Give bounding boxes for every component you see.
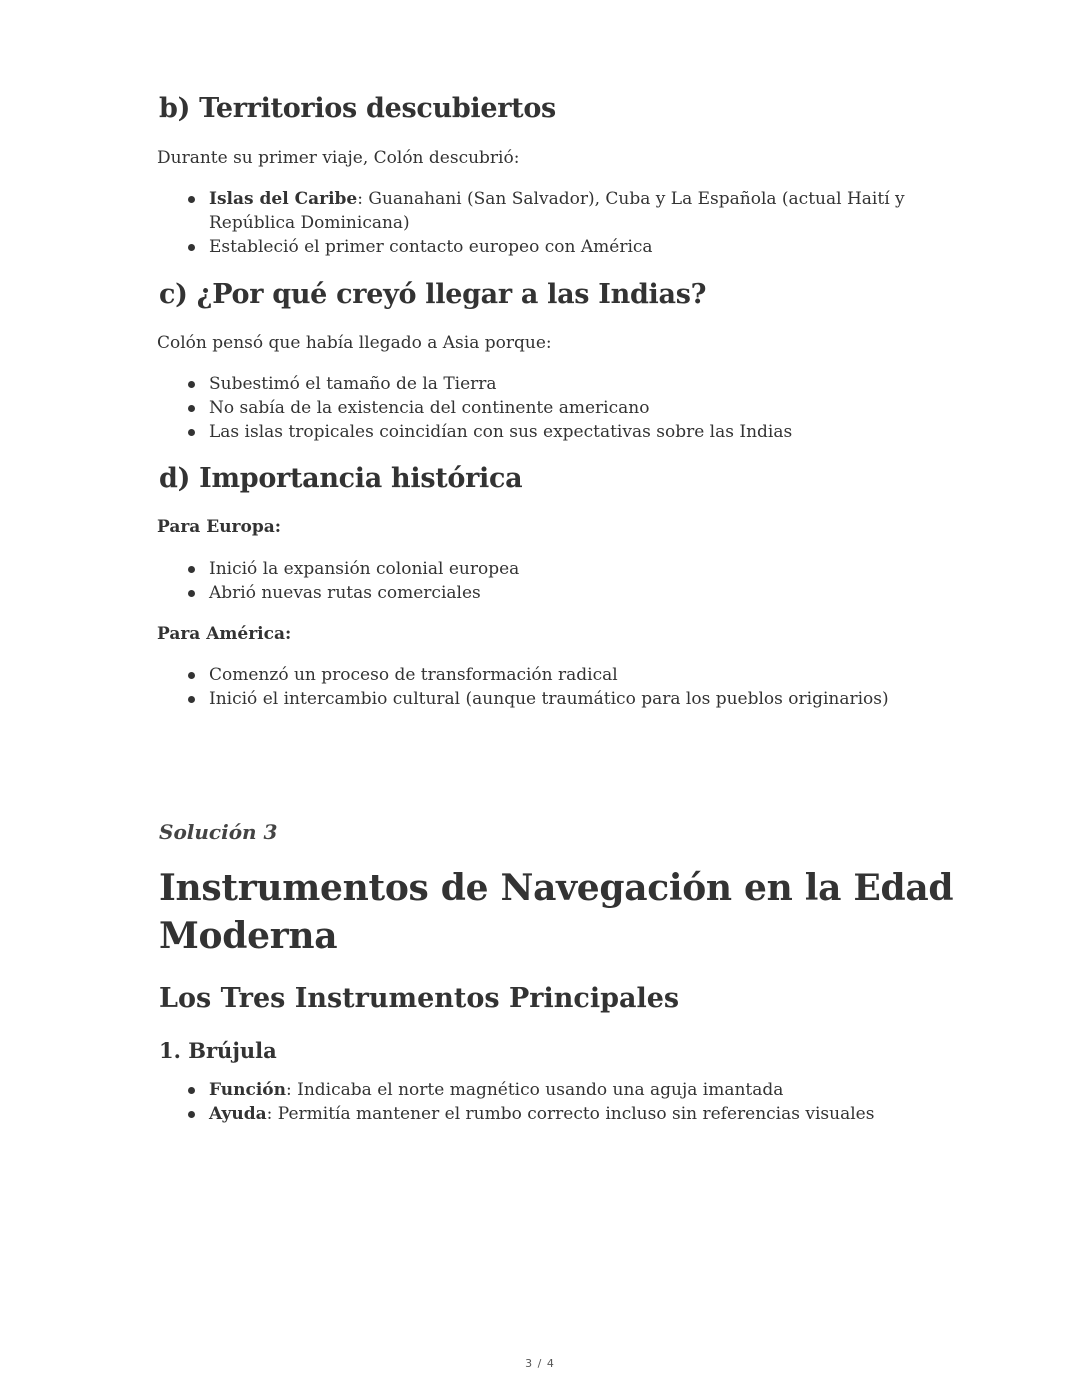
list-item-text: Comenzó un proceso de transformación radical: [209, 665, 618, 685]
list-item: [157, 372, 937, 396]
list-item-text-continued: República Dominicana): [209, 213, 410, 233]
list-item: [157, 557, 937, 581]
page-title: [159, 864, 959, 960]
page-title-line-2: Moderna: [159, 915, 338, 957]
list-item-label: Ayuda: [209, 1104, 267, 1124]
section-b-list: [157, 187, 937, 259]
bullet-icon: [188, 566, 195, 573]
america-label: Para América:: [157, 624, 292, 644]
list-item: [157, 581, 937, 605]
list-item-text: : Permitía mantener el rumbo correcto incluso sin referencias visuales: [266, 1104, 875, 1124]
section-c-heading: c) ¿Por qué creyó llegar a las Indias?: [159, 279, 707, 310]
list-item: [157, 1102, 957, 1126]
list-item-text: Estableció el primer contacto europeo con América: [209, 237, 653, 257]
list-item-text: Subestimó el tamaño de la Tierra: [209, 374, 497, 394]
bullet-icon: [188, 1111, 195, 1118]
list-item: [157, 396, 937, 420]
compass-list: [157, 1078, 957, 1126]
list-item: [157, 687, 937, 711]
list-item: [157, 420, 937, 444]
list-item: [157, 187, 937, 235]
list-item-text: Abrió nuevas rutas comerciales: [209, 583, 481, 603]
america-list: [157, 663, 937, 711]
bullet-icon: [188, 381, 195, 388]
list-item-text: Inició el intercambio cultural (aunque traumático para los pueblos originarios): [209, 689, 889, 709]
europe-label: Para Europa:: [157, 517, 282, 537]
page-indicator: 3 / 4: [525, 1357, 555, 1370]
bullet-icon: [188, 590, 195, 597]
solution-subtitle: Solución 3: [159, 820, 278, 844]
section-c-intro: Colón pensó que había llegado a Asia porque:: [157, 333, 552, 353]
list-item-text: : Indicaba el norte magnético usando una aguja imantada: [286, 1080, 784, 1100]
page-title-line-1: Instrumentos de Navegación en la Edad: [159, 867, 954, 909]
list-item-text: : Guanahani (San Salvador), Cuba y La Española (actual Haití y: [357, 189, 905, 209]
section-b-heading: b) Territorios descubiertos: [159, 93, 556, 124]
list-item-label: Función: [209, 1080, 286, 1100]
bullet-icon: [188, 405, 195, 412]
list-item-text: No sabía de la existencia del continente americano: [209, 398, 650, 418]
section-c-list: [157, 372, 937, 444]
bullet-icon: [188, 429, 195, 436]
compass-heading: 1. Brújula: [159, 1038, 277, 1063]
section-d-heading: d) Importancia histórica: [159, 463, 523, 494]
bullet-icon: [188, 672, 195, 679]
bullet-icon: [188, 1087, 195, 1094]
section-heading: Los Tres Instrumentos Principales: [159, 983, 680, 1014]
list-item: [157, 235, 937, 259]
bullet-icon: [188, 196, 195, 203]
europe-list: [157, 557, 937, 605]
list-item-text: Inició la expansión colonial europea: [209, 559, 520, 579]
list-item: [157, 663, 937, 687]
bullet-icon: [188, 696, 195, 703]
bullet-icon: [188, 244, 195, 251]
section-b-intro: Durante su primer viaje, Colón descubrió:: [157, 148, 520, 168]
list-item: [157, 1078, 957, 1102]
list-item-text: Las islas tropicales coincidían con sus expectativas sobre las Indias: [209, 422, 793, 442]
list-item-label: Islas del Caribe: [209, 189, 358, 209]
